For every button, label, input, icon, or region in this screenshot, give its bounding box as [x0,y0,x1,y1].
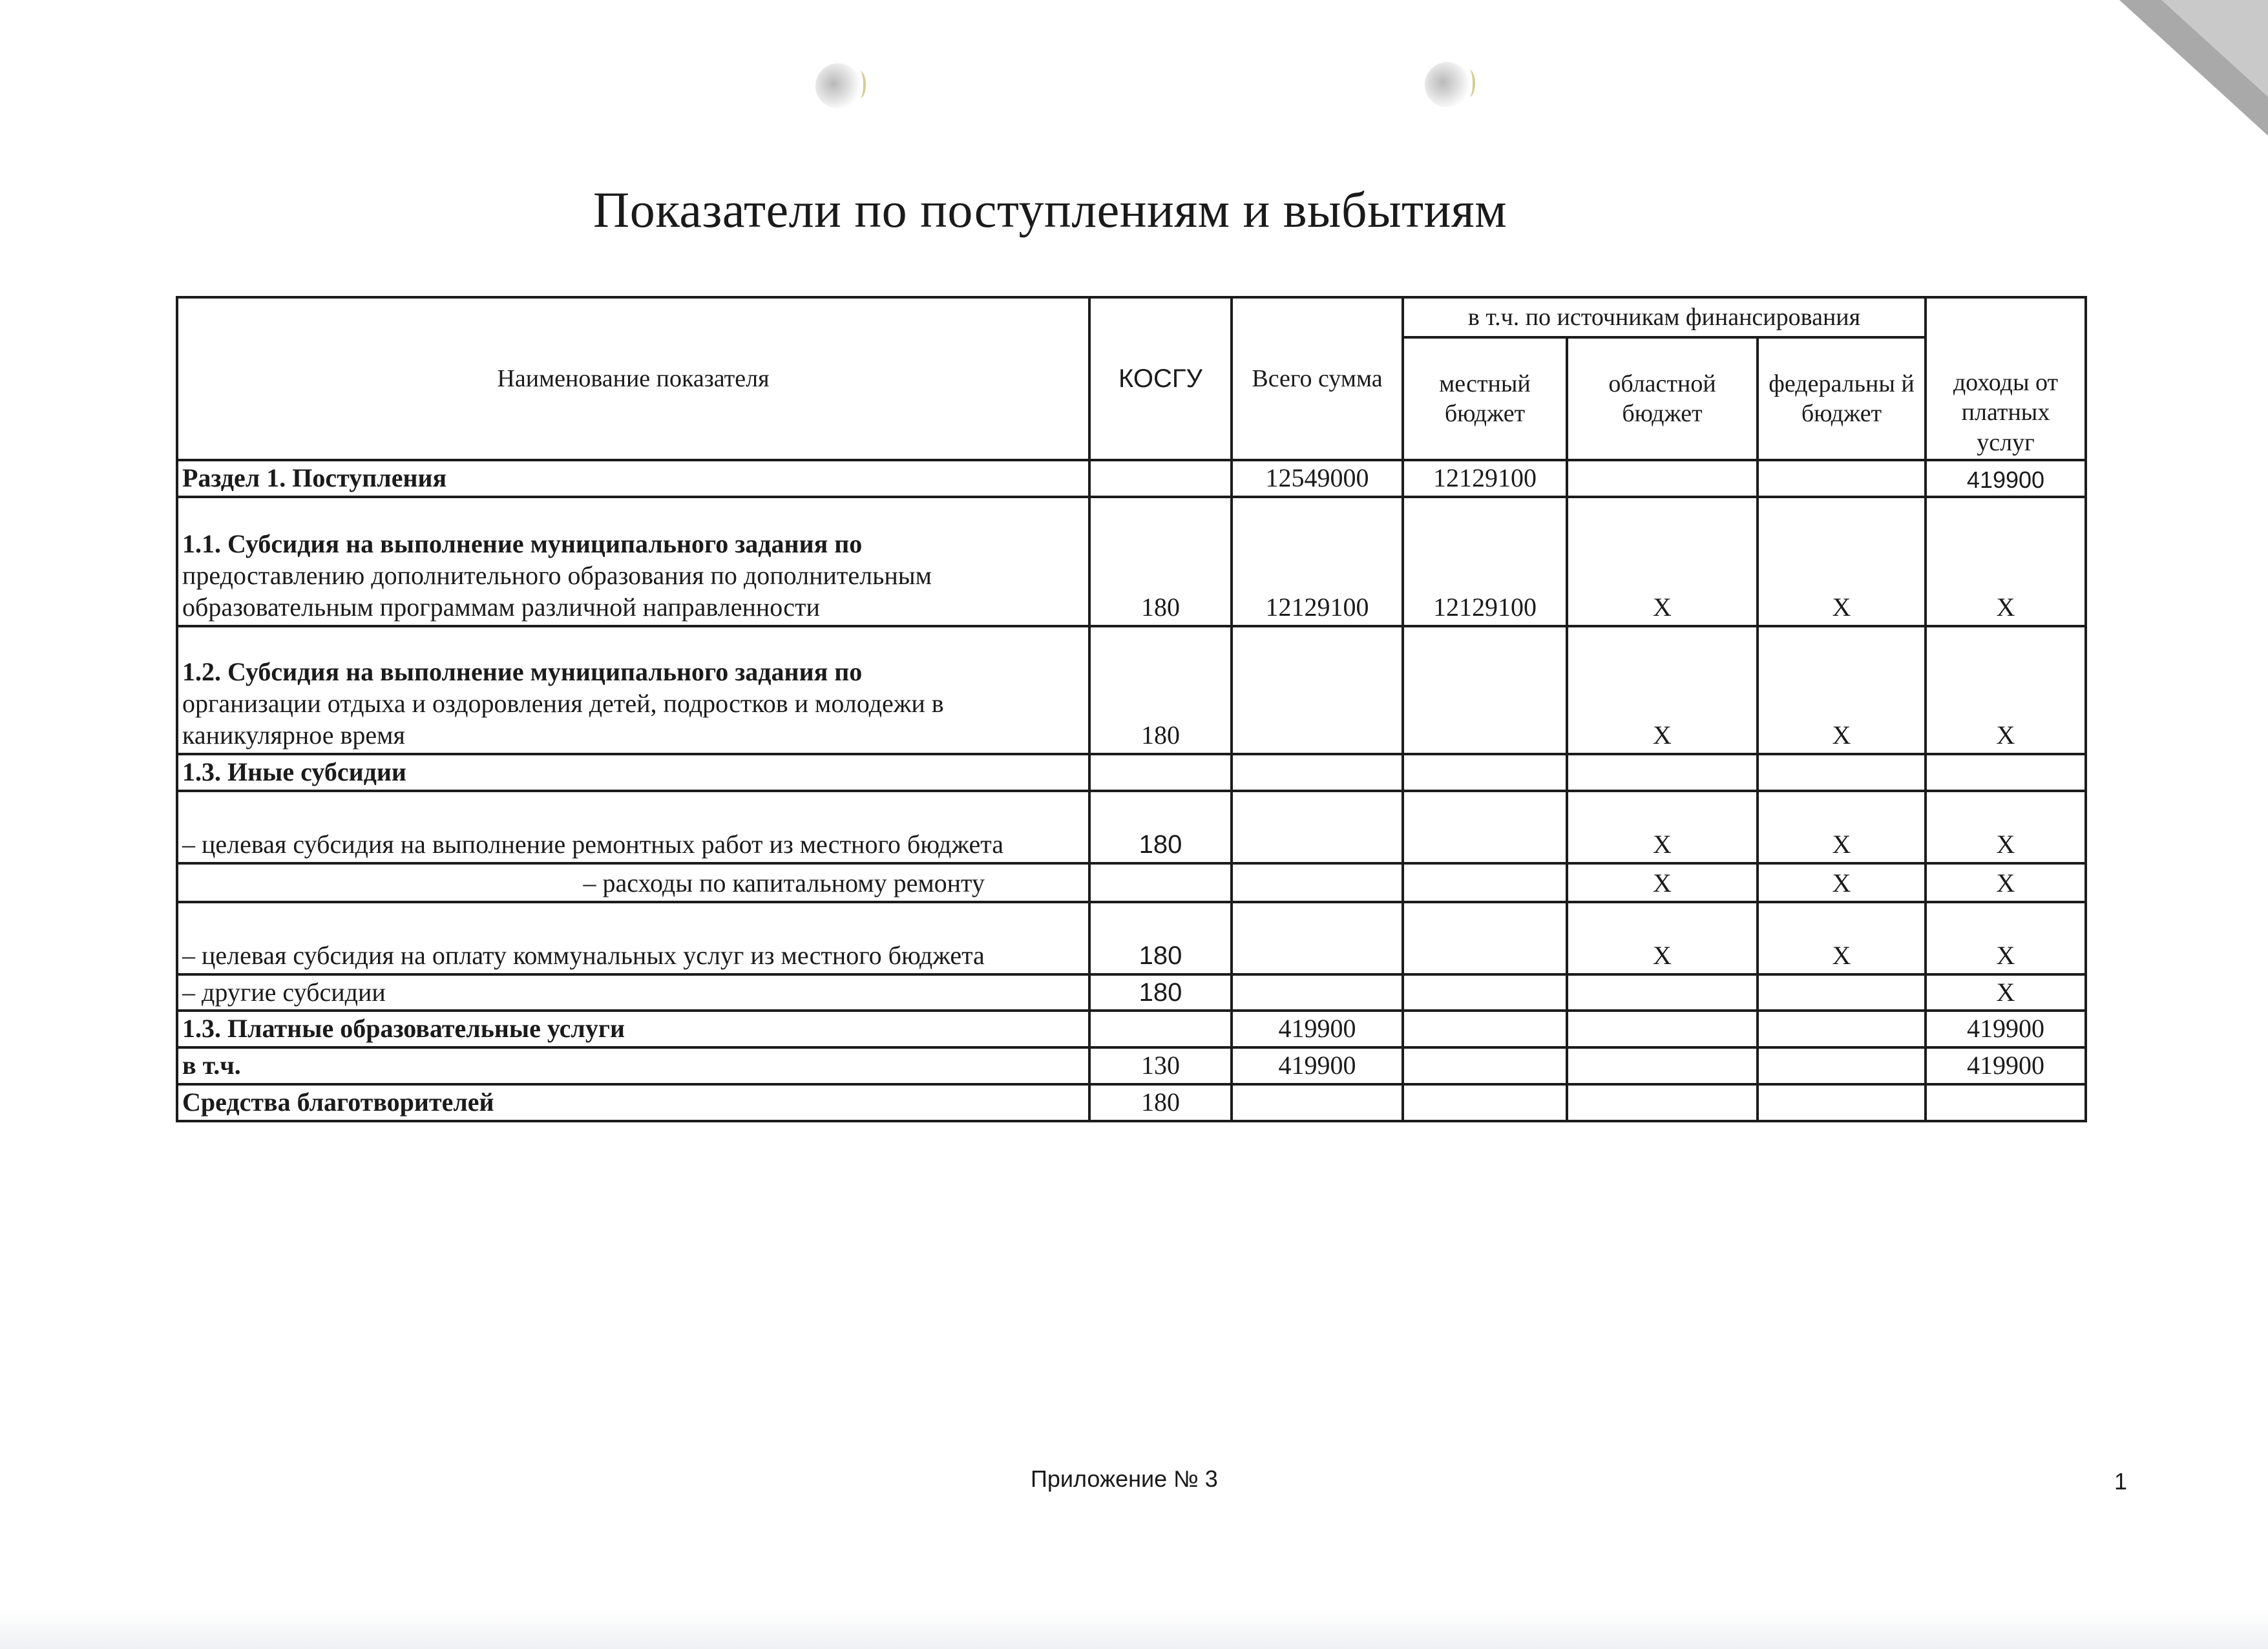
row-name-cell [177,902,1089,974]
table-row [177,1084,2086,1121]
kosgu-cell: 130 [1089,1047,1232,1084]
local-cell [1403,1047,1567,1084]
paid-cell: Х [1926,791,2086,863]
row-name-rest: – расходы по капитальному ремонту [583,868,985,898]
local-cell: 12129100 [1403,460,1567,497]
row-name-bold: Средства благотворителей [182,1087,494,1117]
kosgu-cell [1089,460,1232,497]
table-row [177,974,2086,1011]
row-name-cell [177,1047,1089,1084]
kosgu-cell [1089,754,1232,791]
row-name-rest: организации отдыха и оздоровления детей, подростков и молодежи в каникулярное время [182,689,944,750]
local-cell: 12129100 [1403,497,1567,626]
total-cell: 419900 [1232,1047,1403,1084]
total-cell [1232,626,1403,754]
local-cell [1403,626,1567,754]
total-cell [1232,974,1403,1011]
federal-cell: Х [1758,902,1926,974]
appendix-label: Приложение № 3 [1031,1465,1218,1492]
row-name-bold: 1.3. Иные субсидии [182,757,406,786]
row-name-cell [177,497,1089,626]
header-funding-sources: в т.ч. по источникам финансирования [1403,297,1926,337]
row-name-rest: предоставлению дополнительного образования по дополнительным образовательным программам различной направленности [182,561,932,622]
table-row [177,791,2086,863]
federal-cell [1758,1011,1926,1047]
paid-cell: Х [1926,497,2086,626]
local-cell [1403,1011,1567,1047]
paid-cell: Х [1926,974,2086,1011]
total-cell: 12549000 [1232,460,1403,497]
total-cell [1232,1084,1403,1121]
regional-cell [1567,1084,1758,1121]
kosgu-cell: 180 [1089,974,1232,1011]
regional-cell [1567,1011,1758,1047]
federal-cell [1758,1084,1926,1121]
regional-cell [1567,974,1758,1011]
page-number: 1 [2114,1468,2128,1495]
header-total: Всего сумма [1232,297,1403,460]
regional-cell: Х [1567,497,1758,626]
paid-cell: 419900 [1926,460,2086,497]
regional-cell: Х [1567,626,1758,754]
kosgu-cell: 180 [1089,497,1232,626]
federal-cell [1758,460,1926,497]
header-regional-budget: областной бюджет [1567,337,1758,460]
regional-cell [1567,754,1758,791]
total-cell [1232,791,1403,863]
folded-corner-shade [2161,0,2268,97]
row-name-rest: – целевая субсидия на оплату коммунальных услуг из местного бюджета [182,940,985,970]
regional-cell: Х [1567,902,1758,974]
regional-cell: Х [1567,791,1758,863]
total-cell [1232,863,1403,902]
federal-cell: Х [1758,791,1926,863]
total-cell: 12129100 [1232,497,1403,626]
paid-cell: Х [1926,902,2086,974]
table-row [177,902,2086,974]
kosgu-cell: 180 [1089,791,1232,863]
federal-cell [1758,754,1926,791]
row-name-bold: 1.1. Субсидия на выполнение муниципального задания по [182,529,863,559]
kosgu-cell: 180 [1089,1084,1232,1121]
paid-cell: 419900 [1926,1011,2086,1047]
paid-cell: Х [1926,626,2086,754]
total-cell: 419900 [1232,1011,1403,1047]
row-name-cell [177,863,1089,902]
local-cell [1403,974,1567,1011]
row-name-bold: в т.ч. [182,1051,241,1080]
punch-hole-right [1425,62,1470,107]
paid-cell [1926,754,2086,791]
row-name-rest: – целевая субсидия на выполнение ремонтных работ из местного бюджета [182,829,1003,859]
header-federal-budget: федеральны й бюджет [1758,337,1926,460]
row-name-rest: – другие субсидии [182,977,386,1007]
kosgu-cell: 180 [1089,902,1232,974]
table-row [177,754,2086,791]
row-name-cell [177,1011,1089,1047]
paid-cell [1926,1084,2086,1121]
row-name-cell [177,974,1089,1011]
federal-cell [1758,974,1926,1011]
row-name-cell [177,460,1089,497]
page-title: Показатели по поступлениям и выбытиям [593,182,1507,238]
table-row [177,1011,2086,1047]
local-cell [1403,1084,1567,1121]
kosgu-cell [1089,1011,1232,1047]
total-cell [1232,902,1403,974]
local-cell [1403,791,1567,863]
header-local-budget: местный бюджет [1403,337,1567,460]
regional-cell: Х [1567,863,1758,902]
regional-cell [1567,460,1758,497]
paid-cell: Х [1926,863,2086,902]
local-cell [1403,863,1567,902]
row-name-cell [177,1084,1089,1121]
row-name-cell [177,754,1089,791]
indicators-table [176,296,2087,1122]
table-row [177,626,2086,754]
header-paid-services: доходы от платных услуг [1926,297,2086,460]
header-name: Наименование показателя [177,297,1089,460]
kosgu-cell [1089,863,1232,902]
federal-cell: Х [1758,863,1926,902]
header-kosgu: КОСГУ [1089,297,1232,460]
scan-edge [0,1610,2268,1649]
regional-cell [1567,1047,1758,1084]
table-row [177,1047,2086,1084]
federal-cell: Х [1758,626,1926,754]
local-cell [1403,902,1567,974]
table-row [177,497,2086,626]
kosgu-cell: 180 [1089,626,1232,754]
row-name-bold: Раздел 1. Поступления [182,463,447,492]
row-name-bold: 1.2. Субсидия на выполнение муниципального задания по [182,657,863,687]
federal-cell [1758,1047,1926,1084]
row-name-cell [177,626,1089,754]
local-cell [1403,754,1567,791]
row-name-cell [177,791,1089,863]
total-cell [1232,754,1403,791]
federal-cell: Х [1758,497,1926,626]
row-name-bold: 1.3. Платные образовательные услуги [182,1014,625,1044]
paid-cell: 419900 [1926,1047,2086,1084]
punch-hole-left [815,63,861,109]
table-row [177,460,2086,497]
table-row [177,863,2086,902]
